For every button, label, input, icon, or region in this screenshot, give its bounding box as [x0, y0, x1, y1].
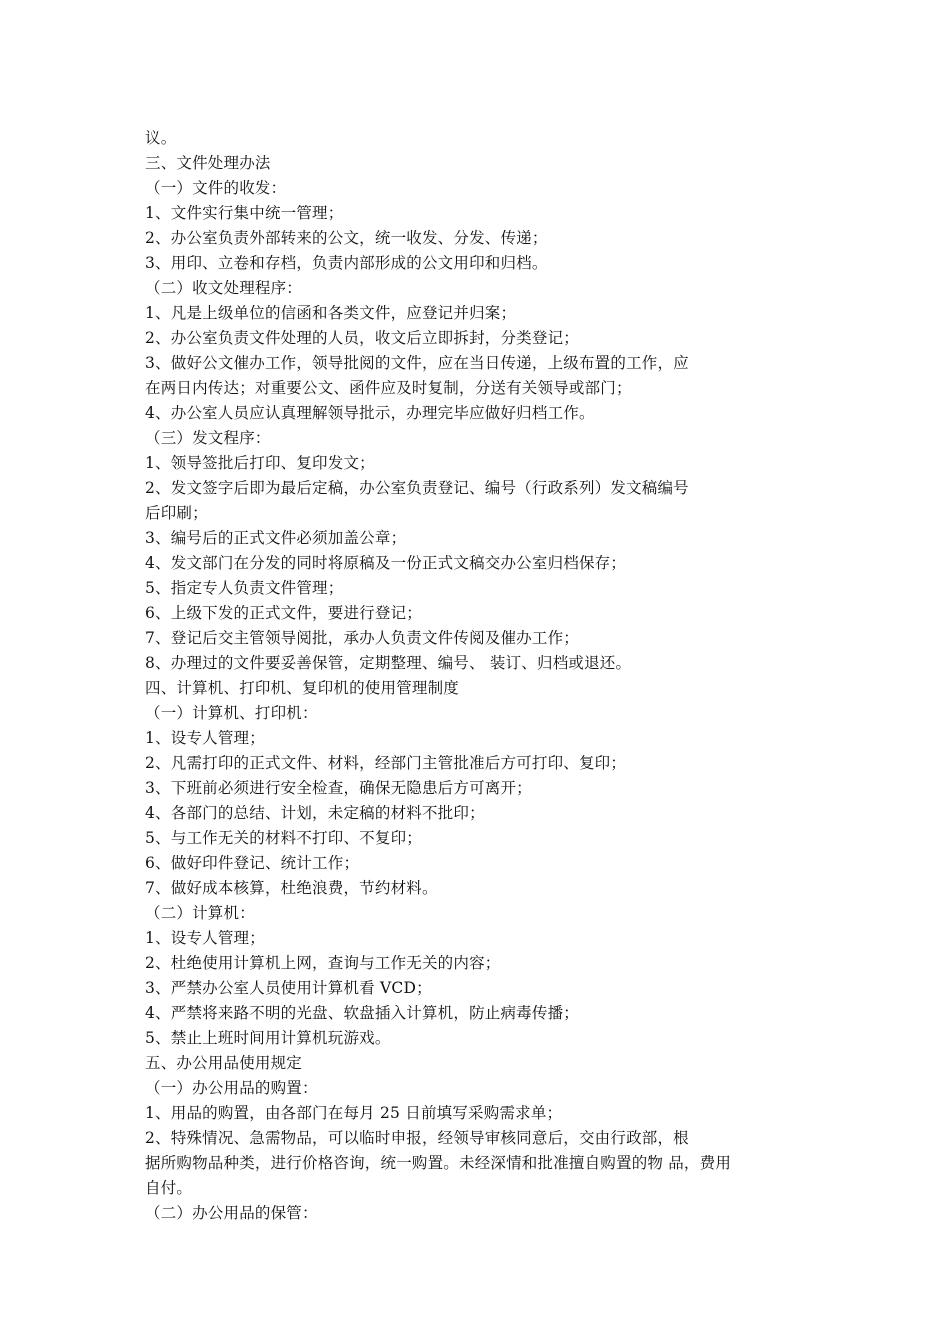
list-item-continuation: 自付。	[145, 1179, 193, 1197]
subsection-heading: （一）计算机、打印机：	[145, 704, 318, 722]
subsection-heading: （三）发文程序：	[145, 429, 271, 447]
section-heading: 五、办公用品使用规定	[145, 1054, 303, 1072]
list-item: 1、领导签批后打印、复印发文；	[145, 454, 375, 472]
subsection-heading: （二）收文处理程序：	[145, 279, 303, 297]
list-item: 2、发文签字后即为最后定稿，办公室负责登记、编号（行政系列）发文稿编号	[145, 479, 689, 497]
list-item: 4、严禁将来路不明的光盘、软盘插入计算机，防止病毒传播；	[145, 1004, 579, 1022]
list-item: 2、特殊情况、急需物品，可以临时申报，经领导审核同意后，交由行政部，根	[145, 1129, 689, 1147]
list-item: 3、用印、立卷和存档，负责内部形成的公文用印和归档。	[145, 254, 548, 272]
list-item: 1、用品的购置，由各部门在每月 25 日前填写采购需求单；	[145, 1104, 563, 1122]
list-item-continuation: 在两日内传达；对重要公文、函件应及时复制，分送有关领导或部门；	[145, 379, 632, 397]
subsection-heading: （二）办公用品的保管：	[145, 1204, 318, 1222]
list-item: 2、凡需打印的正式文件、材料，经部门主管批准后方可打印、复印；	[145, 754, 627, 772]
list-item: 8、办理过的文件要妥善保管，定期整理、编号、 装订、归档或退还。	[145, 654, 632, 672]
list-item: 1、凡是上级单位的信函和各类文件，应登记并归案；	[145, 304, 517, 322]
list-item: 2、办公室负责外部转来的公文，统一收发、分发、传递；	[145, 229, 548, 247]
list-item: 4、各部门的总结、计划，未定稿的材料不批印；	[145, 804, 485, 822]
list-item: 3、做好公文催办工作，领导批阅的文件，应在当日传递，上级布置的工作，应	[145, 354, 689, 372]
list-item: 1、设专人管理；	[145, 929, 265, 947]
list-item: 6、做好印件登记、统计工作；	[145, 854, 360, 872]
section-heading: 四、计算机、打印机、复印机的使用管理制度	[145, 679, 460, 697]
list-item: 5、与工作无关的材料不打印、不复印；	[145, 829, 422, 847]
list-item: 5、指定专人负责文件管理；	[145, 579, 344, 597]
list-item: 3、下班前必须进行安全检查，确保无隐患后方可离开；	[145, 779, 532, 797]
list-item-continuation: 据所购物品种类，进行价格咨询，统一购置。未经深情和批准擅自购置的物 品，费用	[145, 1154, 732, 1172]
list-item: 7、登记后交主管领导阅批，承办人负责文件传阅及催办工作；	[145, 629, 579, 647]
list-item-continuation: 后印刷；	[145, 504, 208, 522]
list-item: 4、办公室人员应认真理解领导批示，办理完毕应做好归档工作。	[145, 404, 595, 422]
list-item: 3、严禁办公室人员使用计算机看 VCD；	[145, 979, 432, 997]
section-heading: 三、文件处理办法	[145, 154, 271, 172]
list-item: 5、禁止上班时间用计算机玩游戏。	[145, 1029, 391, 1047]
list-item: 6、上级下发的正式文件，要进行登记；	[145, 604, 422, 622]
subsection-heading: （一）办公用品的购置：	[145, 1079, 318, 1097]
list-item: 2、办公室负责文件处理的人员，收文后立即拆封，分类登记；	[145, 329, 579, 347]
list-item: 7、做好成本核算，杜绝浪费，节约材料。	[145, 879, 438, 897]
list-item: 3、编号后的正式文件必须加盖公章；	[145, 529, 407, 547]
list-item: 4、发文部门在分发的同时将原稿及一份正式文稿交办公室归档保存；	[145, 554, 627, 572]
list-item: 1、设专人管理；	[145, 729, 265, 747]
list-item: 1、文件实行集中统一管理；	[145, 204, 344, 222]
list-item: 2、杜绝使用计算机上网，查询与工作无关的内容；	[145, 954, 501, 972]
subsection-heading: （二）计算机：	[145, 904, 255, 922]
document-body	[145, 126, 815, 1226]
subsection-heading: （一）文件的收发：	[145, 179, 287, 197]
text-line: 议。	[145, 129, 177, 147]
